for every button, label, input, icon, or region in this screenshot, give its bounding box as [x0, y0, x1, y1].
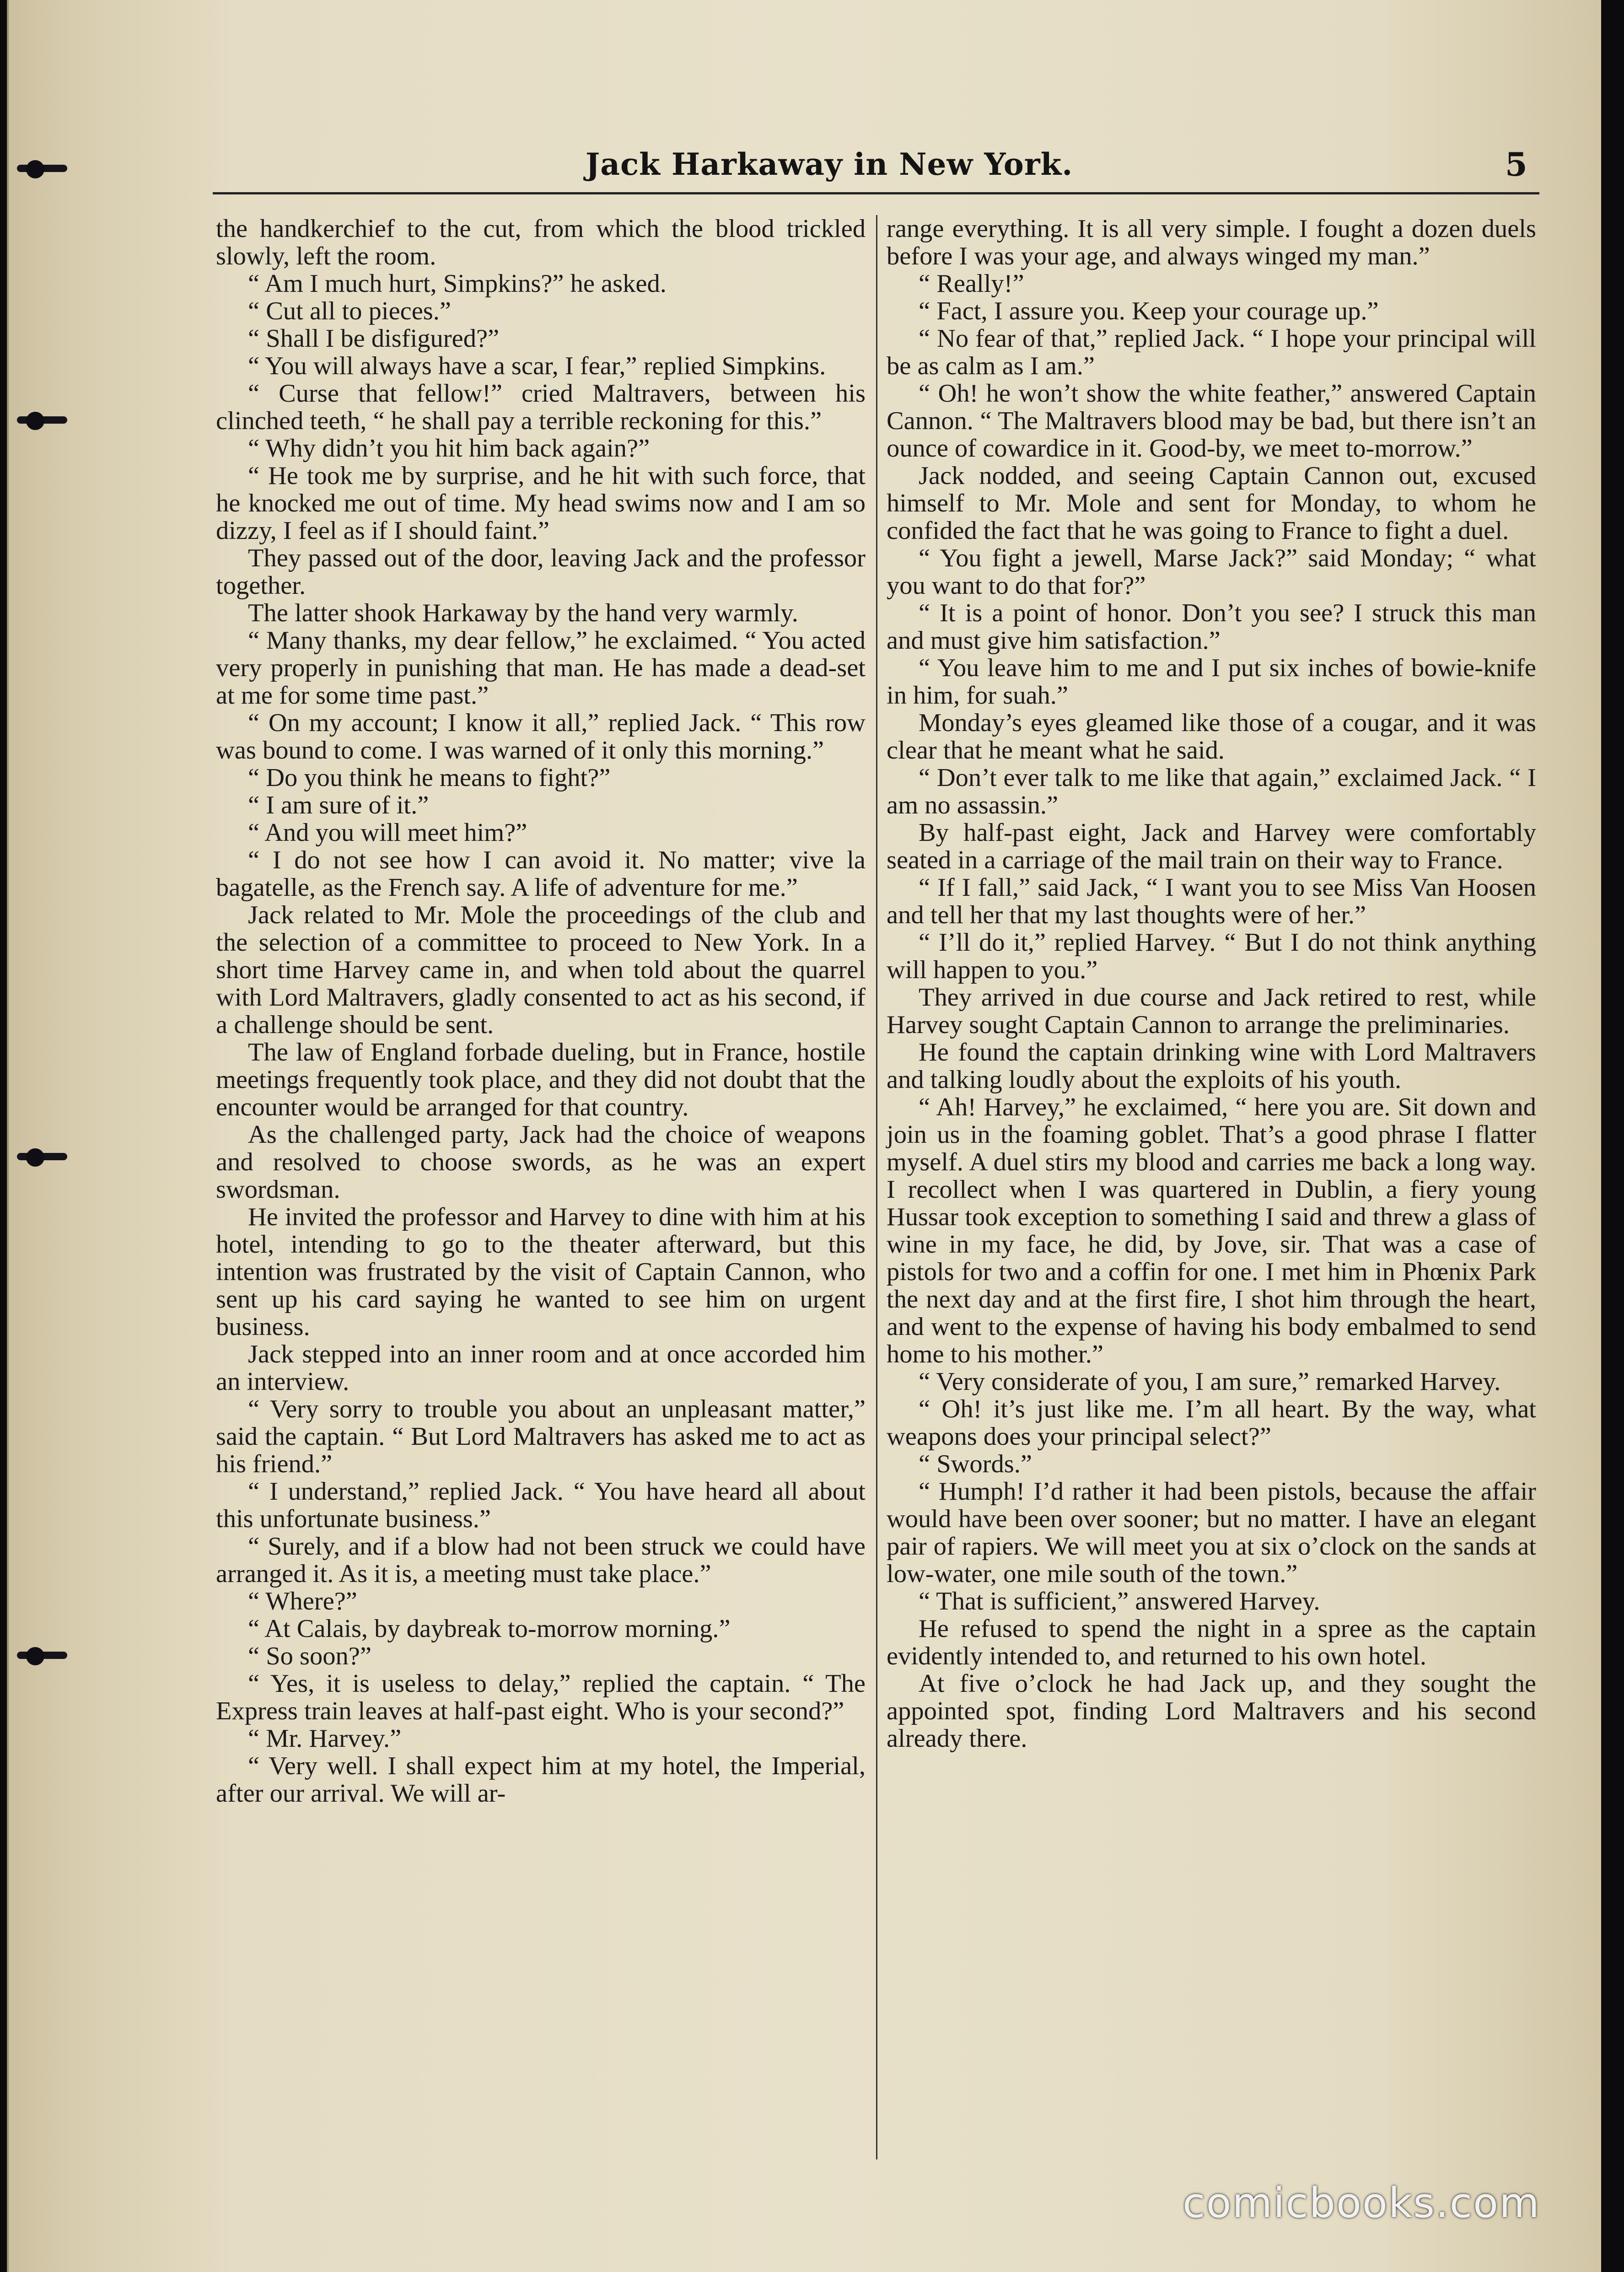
paragraph: “ Why didn’t you hit him back again?” — [248, 434, 650, 463]
paragraph: “ Very well. I shall expect him at my hotel, the Imperial, after our arrival. We will ar- — [216, 1752, 866, 1808]
watermark: comicbooks.com — [1183, 2179, 1540, 2227]
paragraph: “ Fact, I assure you. Keep your courage up.” — [919, 297, 1379, 325]
paragraph: “ You fight a jewell, Marse Jack?” said Monday; “ what you want to do that for?” — [887, 544, 1536, 600]
paragraph: He invited the professor and Harvey to dine with him at his hotel, intending to go to the theater afterward, but this intention was frustrated by the visit of Captain Cannon, who sent up his card saying he wanted to see him on urgent business. — [216, 1203, 866, 1341]
paragraph: “ Am I much hurt, Simpkins?” he asked. — [248, 269, 667, 298]
binding-stitch — [8, 1647, 76, 1665]
paragraph: range everything. It is all very simple. I fought a dozen duels before I was your age, and always winged my man.” — [887, 215, 1536, 270]
paragraph: “ Curse that fellow!” cried Maltravers, between his clinched teeth, “ he shall pay a terrible reckoning for this.” — [216, 379, 866, 435]
paragraph: the handkerchief to the cut, from which the blood trickled slowly, left the room. — [216, 215, 866, 270]
paragraph: “ Do you think he means to fight?” — [248, 764, 611, 792]
paragraph: “ Very sorry to trouble you about an unpleasant matter,” said the captain. “ But Lord Maltravers has asked me to act as his friend.” — [216, 1395, 866, 1478]
paragraph: “ Oh! it’s just like me. I’m all heart. By the way, what weapons does your principal select?” — [887, 1395, 1536, 1451]
paragraph: Monday’s eyes gleamed like those of a cougar, and it was clear that he meant what he said. — [887, 709, 1536, 765]
paragraph: “ Really!” — [919, 269, 1024, 298]
paragraph: He refused to spend the night in a spree as the captain evidently intended to, and returned to his own hotel. — [887, 1615, 1536, 1670]
paragraph: “ On my account; I know it all,” replied Jack. “ This row was bound to come. I was warned of it only this morning.” — [216, 709, 866, 765]
paragraph: “ Shall I be disfigured?” — [248, 324, 500, 353]
paragraph: “ Swords.” — [919, 1450, 1032, 1478]
paragraph: He found the captain drinking wine with Lord Maltravers and talking loudly about the exploits of his youth. — [887, 1038, 1536, 1094]
paragraph: “ And you will meet him?” — [248, 818, 527, 847]
paragraph: “ Mr. Harvey.” — [248, 1724, 402, 1753]
paragraph: “ At Calais, by daybreak to-morrow morning.” — [248, 1615, 731, 1643]
left-column — [216, 215, 866, 1807]
paragraph: “ That is sufficient,” answered Harvey. — [919, 1587, 1320, 1615]
right-column — [887, 215, 1536, 1752]
paragraph: They passed out of the door, leaving Jack and the professor together. — [216, 544, 866, 600]
paragraph: “ It is a point of honor. Don’t you see? I struck this man and must give him satisfaction.” — [887, 599, 1536, 655]
paragraph: “ Ah! Harvey,” he exclaimed, “ here you are. Sit down and join us in the foaming goblet. That’s a good phrase I flatter myself. A duel stirs my blood and carries me back a long way. I recollect when I was quartered in Dublin, a fiery young Hussar took exception to something I said and threw a glass of wine in my face, he did, by Jove, sir. That was a case of pistols for two and a coffin for one. I met him in Phœnix Park the next day and at the first fire, I shot him through the heart, and went to the expense of having his body embalmed to send home to his mother.” — [887, 1093, 1536, 1368]
paragraph: “ Yes, it is useless to delay,” replied the captain. “ The Express train leaves at half-past eight. Who is your second?” — [216, 1669, 866, 1725]
paragraph: “ He took me by surprise, and he hit with such force, that he knocked me out of time. My head swims now and I am so dizzy, I feel as if I should faint.” — [216, 462, 866, 545]
paragraph: “ If I fall,” said Jack, “ I want you to see Miss Van Hoosen and tell her that my last thoughts were of her.” — [887, 873, 1536, 929]
header-rule — [213, 192, 1539, 194]
paragraph: “ Very considerate of you, I am sure,” remarked Harvey. — [919, 1368, 1501, 1396]
paragraph: “ No fear of that,” replied Jack. “ I hope your principal will be as calm as I am.” — [887, 324, 1536, 380]
binding-stitch — [8, 160, 76, 178]
paragraph: “ So soon?” — [248, 1642, 371, 1670]
paragraph: “ Humph! I’d rather it had been pistols, because the affair would have been over sooner; but no matter. I have an elegant pair of rapiers. We will meet you at six o’clock on the sands at low-water, one mile south of the town.” — [887, 1477, 1536, 1588]
paragraph: “ Oh! he won’t show the white feather,” answered Captain Cannon. “ The Maltravers blood may be bad, but there isn’t an ounce of cowardice in it. Good-by, we meet to-morrow.” — [887, 379, 1536, 463]
paragraph: They arrived in due course and Jack retired to rest, while Harvey sought Captain Cannon to arrange the preliminaries. — [887, 983, 1536, 1039]
paragraph: Jack related to Mr. Mole the proceedings of the club and the selection of a committee to proceed to New York. In a short time Harvey came in, and when told about the quarrel with Lord Maltravers, gladly consented to act as his second, if a challenge should be sent. — [216, 901, 866, 1039]
paragraph: Jack nodded, and seeing Captain Cannon out, excused himself to Mr. Mole and sent for Monday, to whom he confided the fact that he was going to France to fight a duel. — [887, 462, 1536, 545]
paragraph: “ Cut all to pieces.” — [248, 297, 451, 325]
paragraph: “ I understand,” replied Jack. “ You have heard all about this unfortunate business.” — [216, 1477, 866, 1533]
paragraph: Jack stepped into an inner room and at once accorded him an interview. — [216, 1340, 866, 1396]
paragraph: “ Many thanks, my dear fellow,” he exclaimed. “ You acted very properly in punishing that man. He has made a dead-set at me for some time past.” — [216, 626, 866, 710]
paragraph: At five o’clock he had Jack up, and they sought the appointed spot, finding Lord Maltravers and his second already there. — [887, 1669, 1536, 1753]
page-number: 5 — [1505, 145, 1527, 183]
paragraph: “ I do not see how I can avoid it. No matter; vive la bagatelle, as the French say. A life of adventure for me.” — [216, 846, 866, 902]
paragraph: “ Surely, and if a blow had not been struck we could have arranged it. As it is, a meeting must take place.” — [216, 1532, 866, 1588]
paragraph: “ I’ll do it,” replied Harvey. “ But I do not think anything will happen to you.” — [887, 928, 1536, 984]
paragraph: “ You will always have a scar, I fear,” replied Simpkins. — [248, 352, 826, 380]
paragraph: As the challenged party, Jack had the choice of weapons and resolved to choose swords, as he was an expert swordsman. — [216, 1120, 866, 1204]
paragraph: The latter shook Harkaway by the hand very warmly. — [248, 599, 798, 627]
paragraph: The law of England forbade dueling, but in France, hostile meetings frequently took place, and they did not doubt that the encounter would be arranged for that country. — [216, 1038, 866, 1121]
running-head: Jack Harkaway in New York. — [586, 146, 1073, 182]
paragraph: “ Where?” — [248, 1587, 357, 1615]
column-divider — [876, 215, 877, 2159]
binding-stitch — [8, 1148, 76, 1167]
paragraph: “ Don’t ever talk to me like that again,” exclaimed Jack. “ I am no assassin.” — [887, 764, 1536, 819]
paragraph: By half-past eight, Jack and Harvey were comfortably seated in a carriage of the mail train on their way to France. — [887, 818, 1536, 874]
paragraph: “ You leave him to me and I put six inches of bowie-knife in him, for suah.” — [887, 654, 1536, 710]
binding-stitch — [8, 412, 76, 430]
paragraph: “ I am sure of it.” — [248, 791, 429, 819]
